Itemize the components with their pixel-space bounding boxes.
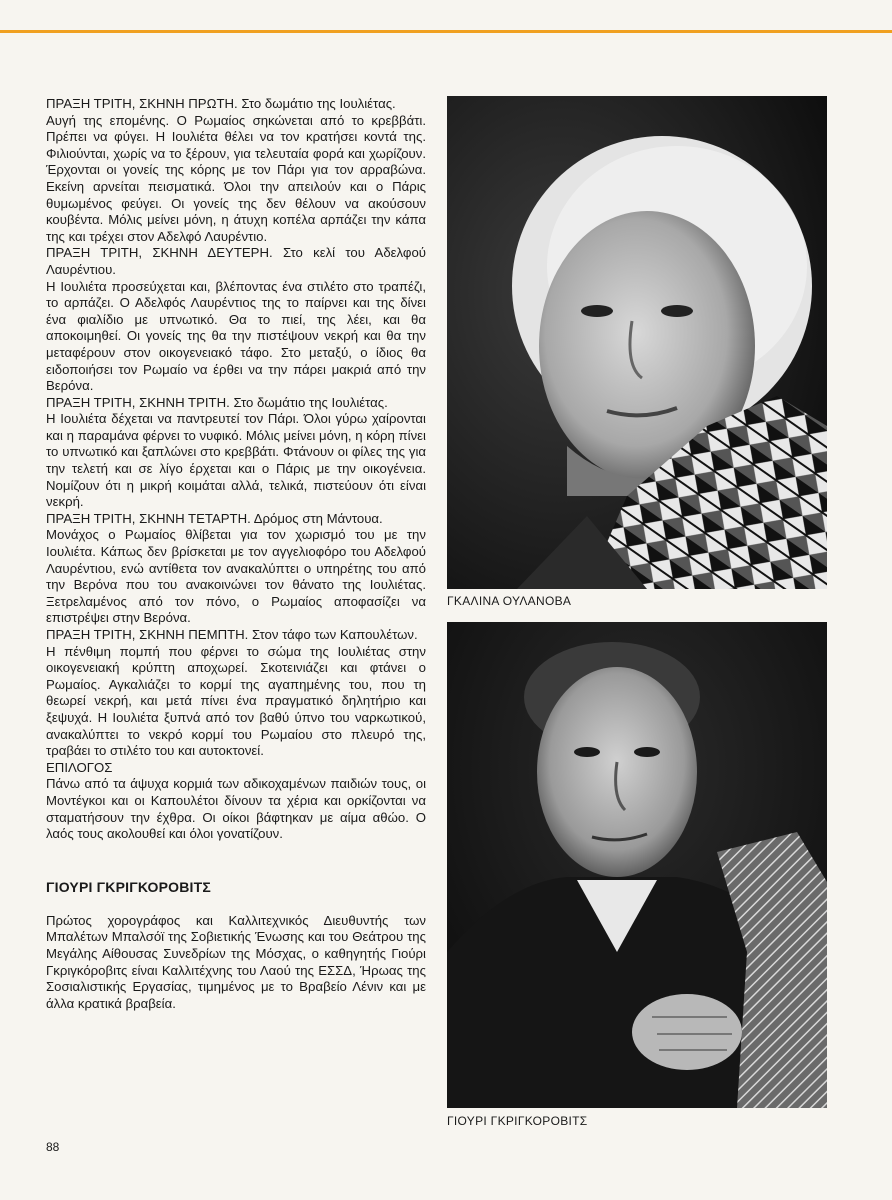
top-accent-rule [0, 30, 892, 33]
bio-text: Πρώτος χορογράφος και Καλλιτεχνικός Διευθυντής των Μπαλέτων Μπαλσόϊ της Σοβιετικής Ένωσης και του Θεάτρου της Μεγάλης Αίθουσας Συνεδρίων της Μόσχας, ο καθηγητής Γιούρι Γκριγκόροβιτς είναι Καλλιτέχνης του Λαού της ΕΣΣΔ, Ήρωας της Σοσιαλιστικής Εργασίας, τιμημένος με το Βραβείο Λένιν και με άλλα κρατικά βραβεία. [46, 912, 426, 1011]
synopsis-paragraph: Η Ιουλιέτα προσεύχεται και, βλέποντας ένα στιλέτο στο τραπέζι, το αρπάζει. Ο Αδελφός Λαυρέντιος της το παίρνει και της δίνει ένα φιαλίδιο με υπνωτικό. Θα το πιεί, της λέει, και θα αποκοιμηθεί. Οι γονείς της θα την πιστέψουν νεκρή και θα την μεταφέρουν στον οικογενειακό τάφο. Στο μεταξύ, ο ίδιος θα ειδοποιήσει τον Ρωμαίο να έρθει να την πάρει μακριά από την Βερόνα. [46, 278, 426, 394]
photo-caption: ΓΙΟΥΡΙ ΓΚΡΙΓΚΟΡΟΒΙΤΣ [447, 1114, 588, 1128]
portrait-photo-grigorovich [447, 622, 827, 1108]
portrait-photo-ulanova [447, 96, 827, 589]
synopsis-paragraph: ΠΡΑΞΗ ΤΡΙΤΗ, ΣΚΗΝΗ ΠΡΩΤΗ. Στο δωμάτιο της Ιουλιέτας. [46, 96, 396, 111]
synopsis-paragraph: ΠΡΑΞΗ ΤΡΙΤΗ, ΣΚΗΝΗ ΠΕΜΠΤΗ. Στον τάφο των Καπουλέτων. [46, 627, 418, 642]
page-number: 88 [46, 1140, 60, 1154]
synopsis-paragraph: ΠΡΑΞΗ ΤΡΙΤΗ, ΣΚΗΝΗ ΔΕΥΤΕΡΗ. Στο κελί του Αδελφού Λαυρέντιου. [46, 245, 426, 277]
text-column [46, 96, 426, 1012]
synopsis-paragraph: ΠΡΑΞΗ ΤΡΙΤΗ, ΣΚΗΝΗ ΤΕΤΑΡΤΗ. Δρόμος στη Μάντουα. [46, 510, 383, 526]
synopsis-paragraph: Μονάχος ο Ρωμαίος θλίβεται για τον χωρισμό του με την Ιουλιέτα. Κάπως δεν βρίσκεται με τον αγγελιοφόρο του Αδελφού Λαυρέντιου, ενώ αντίθετα τον ανακαλύπτει ο υπηρέτης του από την Βερόνα που του ανακοινώνει τον θάνατο της Ιουλιέτας. Ξετρελαμένος από τον πόνο, ο Ρωμαίος αποφασίζει να επιστρέψει στην Βερόνα. [46, 527, 426, 626]
photo-caption: ΓΚΑΛΙΝΑ ΟΥΛΑΝΟΒΑ [447, 594, 572, 608]
bio-heading: ΓΙΟΥΡΙ ΓΚΡΙΓΚΟΡΟΒΙΤΣ [46, 878, 211, 895]
synopsis-paragraph: ΠΡΑΞΗ ΤΡΙΤΗ, ΣΚΗΝΗ ΤΡΙΤΗ. Στο δωμάτιο της Ιουλιέτας. [46, 394, 388, 410]
synopsis-paragraph: Αυγή της επομένης. Ο Ρωμαίος σηκώνεται από το κρεββάτι. Πρέπει να φύγει. Η Ιουλιέτα θέλει να τον κρατήσει κοντά της. Φιλιούνται, χωρίς να το ξέρουν, για τελευταία φορά και χωρίζουν. Έρχονται οι γονείς της κόρης με τον Πάρι για τον αρραβώνα. Εκείνη αρνείται πεισματικά. Όλοι την απειλούν και ο Πάρις θυμωμένος φεύγει. Οι γονείς της δεν θέλουν να ακούσουν κουβέντα. Μόλις μείνει μόνη, η άτυχη κοπέλα αρπάζει την κάπα της και τρέχει στον Αδελφό Λαυρέντιο. [46, 112, 426, 244]
epilogue-heading: ΕΠΙΛΟΓΟΣ [46, 759, 113, 775]
synopsis-paragraph: Η Ιουλιέτα δέχεται να παντρευτεί τον Πάρι. Όλοι γύρω χαίρονται και η παραμάνα φέρνει το νυφικό. Μόλις μείνει μόνη, η κόρη πίνει το υπνωτικό και ξαπλώνει στο κρεββάτι. Φτάνουν οι φίλες της για την τελετή και σε λίγο έρχεται και ο Πάρις με την οικογένεια. Νομίζουν ότι η μικρή κοιμάται αλλά, τελικά, πιστεύουν ότι είναι νεκρή. [46, 411, 426, 510]
synopsis-paragraph: Η πένθιμη πομπή που φέρνει το σώμα της Ιουλιέτας στην οικογενειακή κρύπτη αποχωρεί. Σκοτεινιάζει και φτάνει ο Ρωμαίος. Αγκαλιάζει το κορμί της αγαπημένης του, που τη θεωρεί νεκρή, και μετά πίνει ένα πραγματικό δηλητήριο και ξεψυχά. Η Ιουλιέτα ξυπνά από τον βαθύ ύπνο του ναρκωτικού, ανακαλύπτει το νεκρό κορμί του Ρωμαίου στο πλευρό της, τραβάει το στιλέτο του και αυτοκτονεί. [46, 643, 426, 759]
synopsis-paragraph: Πάνω από τα άψυχα κορμιά των αδικοχαμένων παιδιών τους, οι Μοντέγκοι και οι Καπουλέτοι δίνουν τα χέρια και ορκίζονται να σταματήσουν την έχθρα. Οι οίκοι βάφτηκαν με αίμα αθώο. Ο λαός τους ακολουθεί και όλοι γονατίζουν. [46, 776, 426, 842]
